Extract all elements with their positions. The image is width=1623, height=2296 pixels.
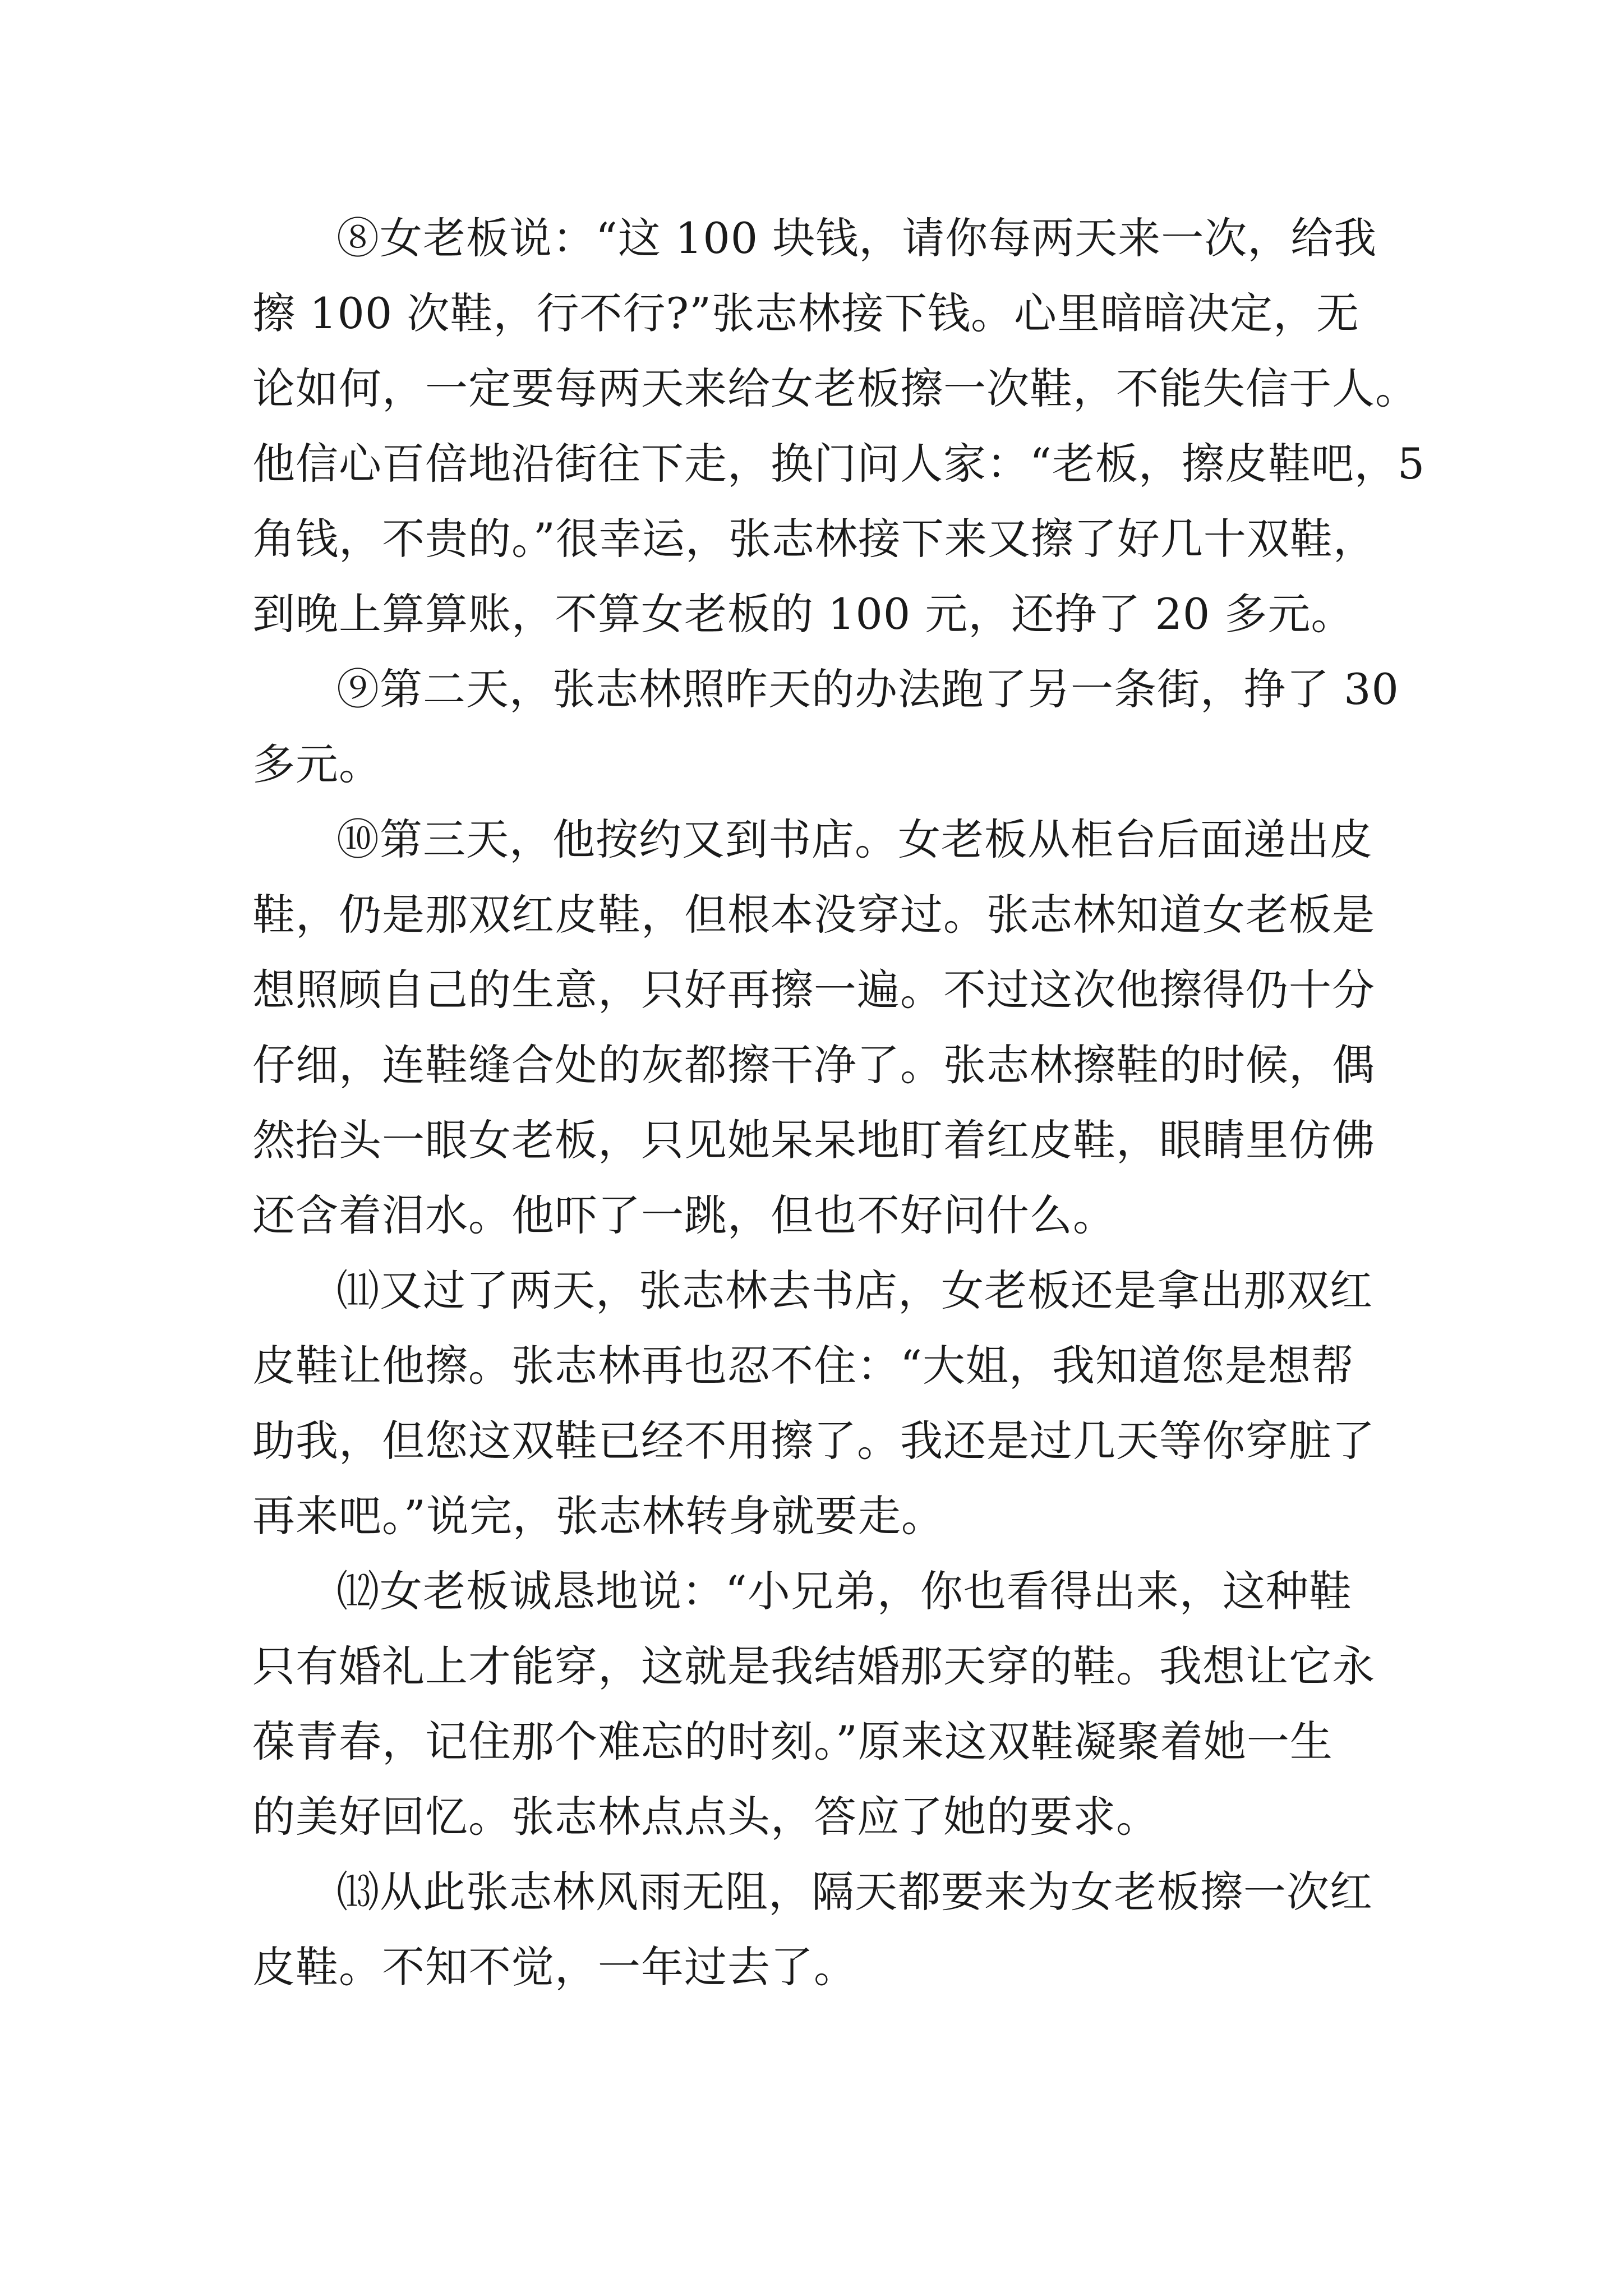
text-line: 再来吧。”说完，张志林转身就要走。	[252, 1491, 944, 1541]
text-line: 多元。	[252, 739, 382, 789]
text-line: 葆青春，记住那个难忘的时刻。”原来这双鞋凝聚着她一生	[252, 1717, 1333, 1766]
text-line: ⒀从此张志林风雨无阻，隔天都要来为女老板擦一次红	[336, 1867, 1373, 1917]
text-line: 到晚上算算账，不算女老板的 100 元，还挣了 20 多元。	[252, 589, 1354, 639]
text-line: ⑨第二天，张志林照昨天的办法跑了另一条街，挣了 30	[336, 664, 1399, 714]
text-line: 助我，但您这双鞋已经不用擦了。我还是过几天等你穿脏了	[252, 1416, 1375, 1466]
text-line: 仔细，连鞋缝合处的灰都擦干净了。张志林擦鞋的时候，偶	[252, 1040, 1375, 1090]
text-line: 他信心百倍地沿街往下走，换门问人家：“老板，擦皮鞋吧，5	[252, 439, 1426, 489]
text-line: 然抬头一眼女老板，只见她呆呆地盯着红皮鞋，眼睛里仿佛	[252, 1115, 1375, 1165]
text-line: 皮鞋让他擦。张志林再也忍不住：“大姐，我知道您是想帮	[252, 1341, 1354, 1391]
text-line: 角钱，不贵的。”很幸运，张志林接下来又擦了好几十双鞋，	[252, 514, 1376, 564]
text-line: ⑾又过了两天，张志林去书店，女老板还是拿出那双红	[336, 1266, 1373, 1315]
text-line: 只有婚礼上才能穿，这就是我结婚那天穿的鞋。我想让它永	[252, 1641, 1375, 1691]
text-line: 的美好回忆。张志林点点头，答应了她的要求。	[252, 1792, 1159, 1842]
text-line: ⑧女老板说：“这 100 块钱，请你每两天来一次，给我	[336, 213, 1377, 263]
text-line: 皮鞋。不知不觉，一年过去了。	[252, 1942, 857, 1992]
text-line: 论如何，一定要每两天来给女老板擦一次鞋，不能失信于人。	[252, 364, 1418, 413]
text-line: 鞋，仍是那双红皮鞋，但根本没穿过。张志林知道女老板是	[252, 890, 1375, 940]
text-line: 擦 100 次鞋，行不行?”张志林接下钱。心里暗暗决定，无	[252, 288, 1359, 338]
text-line: ⑿女老板诚恳地说：“小兄弟，你也看得出来，这种鞋	[336, 1566, 1352, 1616]
text-line: 还含着泪水。他吓了一跳，但也不好问什么。	[252, 1190, 1116, 1240]
text-line: ⑩第三天，他按约又到书店。女老板从柜台后面递出皮	[336, 815, 1373, 864]
text-line: 想照顾自己的生意，只好再擦一遍。不过这次他擦得仍十分	[252, 965, 1375, 1015]
